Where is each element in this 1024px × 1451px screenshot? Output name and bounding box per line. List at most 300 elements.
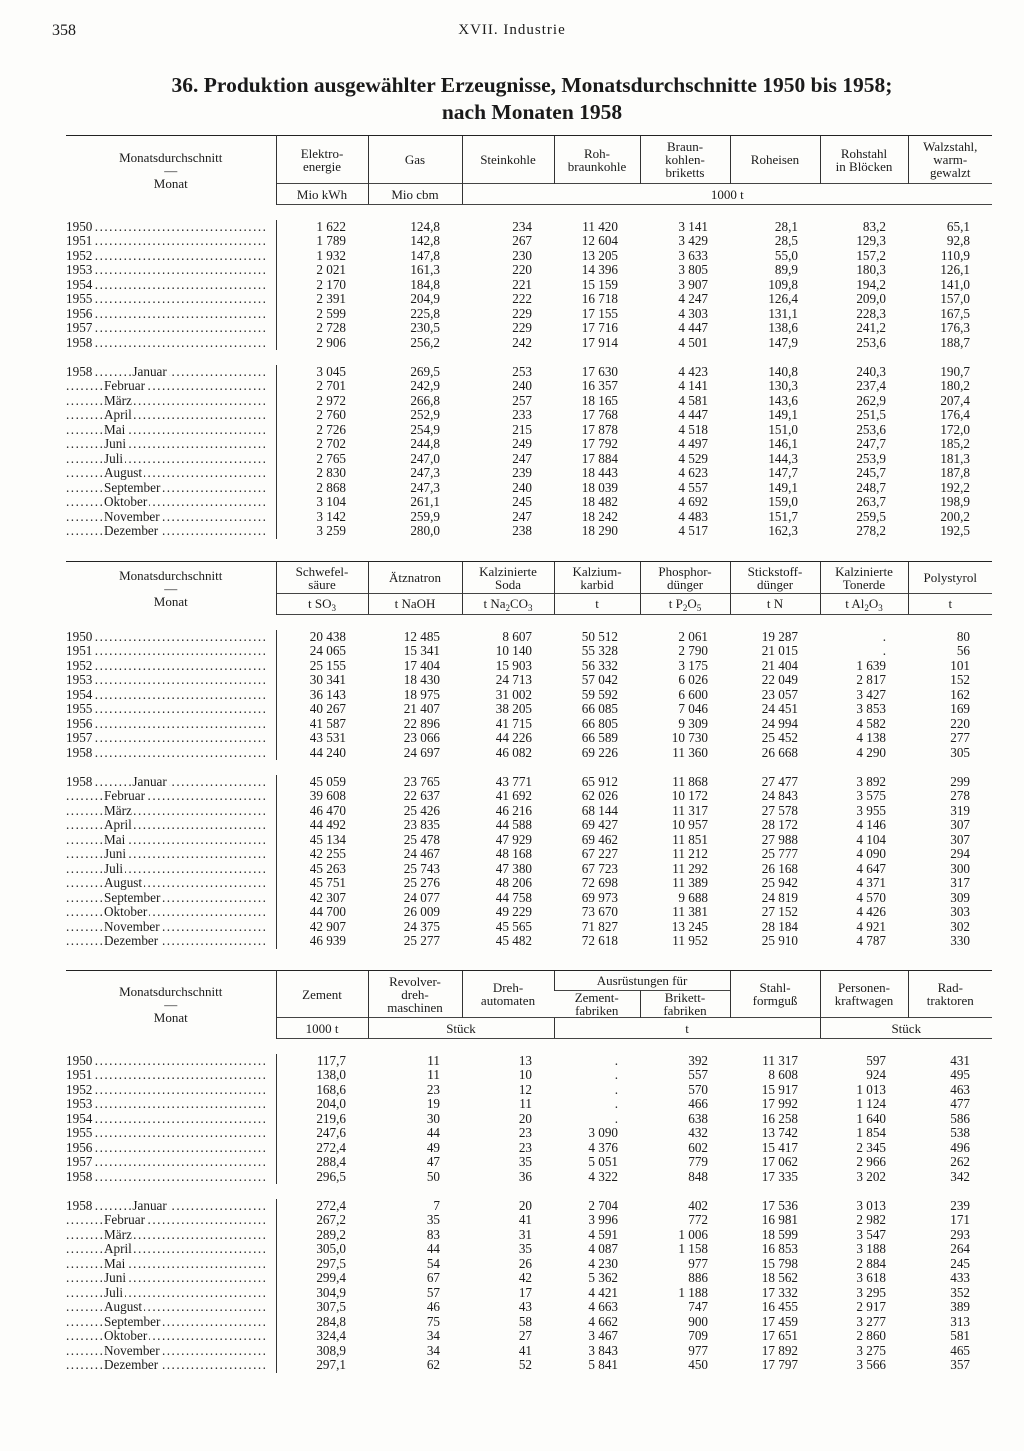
leader-dots — [66, 1228, 266, 1243]
value-cell: 261,1 — [410, 495, 440, 509]
value-cell: 10 172 — [671, 789, 708, 803]
value-cell: 117,7 — [316, 1053, 346, 1068]
value-cell: 30 341 — [309, 673, 346, 687]
value-cell: 17 651 — [761, 1329, 799, 1343]
value-cell: 129,3 — [856, 234, 886, 248]
unit-subscript: 5 — [696, 602, 702, 613]
value-cell: 24 077 — [403, 890, 440, 905]
table-row — [66, 804, 992, 819]
value-cell: 187,8 — [940, 466, 970, 480]
value-cell: 2 868 — [316, 480, 346, 495]
value-cell: 1 789 — [316, 234, 346, 248]
value-cell: 22 049 — [761, 673, 798, 687]
value-cell: 10 730 — [671, 731, 708, 745]
leader-dots — [66, 379, 266, 394]
value-cell: 146,1 — [768, 437, 798, 451]
leader-dots — [66, 688, 266, 703]
row-year: 1952 — [66, 658, 93, 673]
value-cell: 3 892 — [856, 774, 886, 789]
value-cell: 3 907 — [678, 277, 708, 292]
value-cell: 17 630 — [581, 364, 618, 379]
value-cell: 45 751 — [309, 876, 346, 890]
value-cell: 43 771 — [495, 774, 532, 789]
value-cell: 22 637 — [403, 789, 440, 803]
value-cell: 233 — [512, 408, 532, 422]
value-cell: 352 — [950, 1285, 971, 1300]
value-cell: 4 570 — [856, 890, 886, 905]
value-cell: 465 — [950, 1343, 971, 1358]
value-cell: 43 531 — [309, 731, 346, 745]
table-row — [66, 1242, 992, 1257]
leader-dots — [66, 862, 266, 877]
value-cell: 17 155 — [581, 306, 618, 321]
unit-cell — [730, 594, 820, 615]
value-cell: 39 608 — [309, 789, 346, 803]
leader-dots — [66, 1257, 266, 1272]
value-cell: 357 — [950, 1358, 971, 1372]
value-cell: 3 618 — [856, 1271, 887, 1285]
value-cell: 2 702 — [316, 437, 346, 451]
table-row — [66, 1329, 992, 1344]
value-cell: 2 391 — [316, 292, 346, 306]
value-cell: 1 158 — [678, 1242, 709, 1256]
unit-cell — [368, 594, 462, 615]
table-row — [66, 847, 992, 862]
value-cell: 71 827 — [581, 919, 618, 934]
value-cell: 28 172 — [761, 818, 798, 832]
value-cell: 45 059 — [309, 774, 346, 789]
value-cell: 247 — [512, 451, 532, 466]
row-label — [66, 495, 276, 510]
leader-dots — [66, 673, 266, 688]
value-cell: 169 — [950, 702, 970, 716]
value-cell: 17 332 — [761, 1285, 799, 1300]
row-year: 1956 — [66, 716, 93, 731]
table-row — [66, 717, 992, 732]
value-cell: 242 — [512, 335, 532, 350]
value-cell: 247,7 — [856, 437, 886, 451]
value-cell: 977 — [688, 1343, 709, 1358]
value-cell: 4 497 — [678, 437, 708, 451]
value-cell: 4 447 — [678, 408, 708, 422]
value-cell: 228,3 — [856, 306, 886, 321]
table-row — [66, 833, 992, 848]
value-cell: 15 341 — [403, 644, 440, 658]
value-cell: 247 — [512, 509, 532, 524]
leader-dots — [66, 423, 266, 438]
value-cell: 2 701 — [316, 379, 346, 393]
value-cell: 262 — [950, 1155, 971, 1169]
unit-text: t Al — [845, 595, 865, 611]
value-cell: 8 607 — [502, 629, 532, 644]
col-header: Schwefel- säure — [276, 562, 368, 594]
row-label — [66, 804, 276, 819]
value-cell: 16 258 — [761, 1111, 799, 1126]
leader-dots — [66, 292, 266, 307]
value-cell: . — [614, 1082, 618, 1097]
value-cell: 24 065 — [309, 644, 346, 658]
row-label — [66, 437, 276, 452]
value-cell: 4 692 — [678, 495, 708, 509]
value-cell: 56 332 — [581, 658, 618, 673]
value-cell: 263,7 — [856, 495, 886, 509]
value-cell: 21 015 — [761, 644, 798, 658]
value-cell: 4 371 — [856, 876, 886, 890]
value-cell: 27 988 — [761, 832, 798, 847]
value-cell: 240 — [512, 480, 532, 495]
value-cell: 402 — [688, 1198, 709, 1213]
row-year: 1954 — [66, 687, 93, 702]
value-cell: 18 039 — [581, 480, 618, 495]
col-header: Kalzinierte Soda — [462, 562, 554, 594]
value-cell: 172,0 — [940, 422, 970, 437]
value-cell: 538 — [950, 1126, 971, 1140]
leader-dots — [66, 1068, 266, 1083]
value-cell: . — [614, 1068, 618, 1082]
value-cell: 43 — [518, 1300, 532, 1314]
value-cell: 308,9 — [316, 1343, 346, 1358]
value-cell: 300 — [950, 861, 970, 876]
leader-dots — [66, 1344, 266, 1359]
value-cell: 7 046 — [678, 702, 708, 716]
value-cell: 247,3 — [410, 466, 440, 480]
value-cell: 278 — [950, 789, 970, 803]
value-cell: 209,0 — [856, 292, 886, 306]
row-label — [66, 1358, 276, 1373]
value-cell: 23 066 — [403, 731, 440, 745]
row-month: Mai — [104, 832, 126, 847]
row-month: Januar — [132, 1198, 167, 1213]
value-cell: 240 — [512, 379, 532, 393]
value-cell: 1 013 — [856, 1082, 887, 1097]
table-row — [66, 1054, 992, 1069]
value-cell: 101 — [950, 658, 970, 673]
col-header: Kalzium- karbid — [554, 562, 640, 594]
value-cell: 5 362 — [588, 1271, 618, 1285]
table-row — [66, 920, 992, 935]
row-year: 1953 — [66, 263, 93, 277]
leader-dots — [66, 731, 266, 746]
value-cell: 42 907 — [309, 919, 346, 934]
row-month: März — [104, 1227, 132, 1242]
value-cell: 709 — [688, 1329, 709, 1343]
value-cell: 221 — [512, 277, 532, 292]
row-year: 1958 — [66, 1169, 93, 1184]
spacer — [66, 205, 992, 220]
value-cell: 23 — [426, 1082, 440, 1097]
value-cell: 69 226 — [581, 745, 618, 760]
value-cell: 41 715 — [495, 716, 532, 731]
value-cell: 4 421 — [588, 1285, 618, 1300]
value-cell: 4 426 — [856, 905, 886, 919]
leader-dots — [66, 1329, 266, 1344]
value-cell: 24 819 — [761, 890, 798, 905]
value-cell: 3 805 — [678, 263, 708, 277]
table-row — [66, 510, 992, 525]
value-cell: 44 — [426, 1242, 440, 1256]
value-cell: 11 381 — [672, 905, 708, 919]
leader-dots — [66, 659, 266, 674]
leader-dots — [66, 408, 266, 423]
value-cell: 20 — [518, 1111, 532, 1126]
value-cell: 42 255 — [309, 847, 346, 861]
table-row — [66, 1097, 992, 1112]
value-cell: 72 618 — [581, 934, 618, 948]
value-cell: 2 884 — [856, 1256, 887, 1271]
value-cell: 47 — [426, 1155, 440, 1169]
value-cell: 277 — [950, 731, 970, 745]
value-cell: 18 430 — [403, 673, 440, 687]
table-row — [66, 1170, 992, 1185]
value-cell: 253,9 — [856, 451, 886, 466]
value-cell: 219,6 — [316, 1111, 346, 1126]
value-cell: 143,6 — [768, 393, 798, 408]
value-cell: 18 165 — [581, 393, 618, 408]
stub-header — [66, 136, 276, 205]
title-line-1: 36. Produktion ausgewählter Erzeugnisse, Monatsdurchschnitte 1950 bis 1958; — [171, 73, 893, 97]
unit-text: O — [868, 595, 879, 611]
value-cell: 307 — [950, 818, 970, 832]
stub-line-1: Monatsdurchschnitt — [119, 984, 223, 1000]
value-cell: 324,4 — [316, 1329, 346, 1343]
value-cell: 4 921 — [856, 919, 886, 934]
value-cell: 46 082 — [495, 745, 532, 760]
stub-line-3: Monat — [153, 175, 188, 191]
row-label — [66, 775, 276, 790]
spacer — [66, 760, 992, 775]
col-header: Rad- traktoren — [908, 971, 992, 1018]
stub-line-3: Monat — [153, 593, 188, 609]
row-label — [66, 263, 276, 278]
leader-dots — [66, 1097, 266, 1112]
table-row — [66, 437, 992, 452]
value-cell: 25 743 — [403, 861, 440, 876]
row-label — [66, 920, 276, 935]
value-cell: 83,2 — [862, 219, 886, 234]
value-cell: 225,8 — [410, 306, 440, 321]
value-cell: 152 — [950, 673, 970, 687]
value-cell: 19 287 — [761, 629, 798, 644]
row-month: Juli — [104, 861, 124, 876]
value-cell: 80 — [956, 629, 970, 644]
row-label — [66, 818, 276, 833]
value-cell: 11 360 — [672, 745, 708, 760]
value-cell: 23 057 — [761, 687, 798, 702]
row-year: 1952 — [66, 248, 93, 263]
value-cell: 25 426 — [403, 803, 440, 818]
spacer — [66, 1039, 992, 1054]
value-cell: 110,9 — [940, 248, 970, 263]
spacer-row — [66, 350, 992, 365]
value-cell: 18 599 — [761, 1227, 799, 1242]
value-cell: 1 639 — [856, 658, 886, 673]
row-month: Januar — [132, 364, 167, 379]
value-cell: 55,0 — [774, 248, 798, 263]
row-label — [66, 1213, 276, 1228]
value-cell: 3 633 — [678, 248, 708, 263]
leader-dots — [66, 481, 266, 496]
row-year: 1957 — [66, 731, 93, 745]
value-cell: 779 — [688, 1155, 709, 1169]
unit-cell: t — [554, 1018, 820, 1039]
value-cell: 247,3 — [410, 480, 440, 495]
row-label — [66, 1126, 276, 1141]
value-cell: 11 — [427, 1053, 440, 1068]
table-row — [66, 423, 992, 438]
value-cell: 16 357 — [581, 379, 618, 393]
row-month: Dezember — [104, 934, 159, 948]
leader-dots — [66, 891, 266, 906]
value-cell: 54 — [426, 1256, 440, 1271]
value-cell: 62 — [426, 1358, 440, 1372]
table-row — [66, 336, 992, 351]
value-cell: 151,7 — [768, 509, 798, 524]
value-cell: 41 — [518, 1343, 532, 1358]
leader-dots — [66, 524, 266, 539]
row-year: 1958 — [66, 745, 93, 760]
value-cell: 24 994 — [761, 716, 798, 731]
value-cell: 162,3 — [768, 524, 798, 538]
value-cell: 11 420 — [582, 219, 618, 234]
value-cell: 4 663 — [588, 1300, 618, 1314]
value-cell: 4 501 — [678, 335, 708, 350]
unit-cell — [276, 594, 368, 615]
value-cell: 11 — [519, 1097, 532, 1111]
row-month: Oktober — [104, 905, 148, 919]
row-month: August — [104, 466, 143, 480]
row-label — [66, 1112, 276, 1127]
table-row — [66, 495, 992, 510]
table-row — [66, 466, 992, 481]
leader-dots — [66, 934, 266, 949]
value-cell: 288,4 — [316, 1155, 346, 1169]
row-year: 1956 — [66, 1140, 93, 1155]
value-cell: 280,0 — [410, 524, 440, 538]
row-label — [66, 1242, 276, 1257]
leader-dots — [66, 1083, 266, 1098]
value-cell: 17 797 — [761, 1358, 799, 1372]
value-cell: 45 482 — [495, 934, 532, 948]
stub-line-2: — — [164, 580, 178, 596]
value-cell: 24 713 — [495, 673, 532, 687]
spacer-row — [66, 760, 992, 775]
value-cell: 24 467 — [403, 847, 440, 861]
value-cell: 17 792 — [581, 437, 618, 451]
leader-dots — [66, 1358, 266, 1373]
value-cell: 42 — [518, 1271, 532, 1285]
value-cell: 296,5 — [316, 1169, 346, 1184]
value-cell: 35 — [518, 1155, 532, 1169]
leader-dots — [66, 1126, 266, 1141]
value-cell: 15 903 — [495, 658, 532, 673]
col-group-header: Ausrüstungen für — [554, 971, 730, 991]
value-cell: 886 — [688, 1271, 709, 1285]
unit-subscript: 2 — [505, 602, 510, 613]
col-header: Braun- kohlen- briketts — [640, 136, 730, 184]
row-month: Juli — [104, 451, 124, 466]
value-cell: 149,1 — [768, 480, 798, 495]
value-cell: 18 443 — [581, 466, 618, 480]
value-cell: 252,9 — [410, 408, 440, 422]
value-cell: 450 — [688, 1358, 709, 1372]
value-cell: 17 768 — [581, 408, 618, 422]
col-header: Zement- fabriken — [554, 991, 640, 1018]
table-row — [66, 891, 992, 906]
value-cell: 41 587 — [309, 716, 346, 731]
table-row — [66, 1344, 992, 1359]
value-cell: 254,9 — [410, 422, 440, 437]
value-cell: 249 — [512, 437, 532, 451]
row-month: Februar — [104, 1213, 146, 1227]
value-cell: 299,4 — [316, 1271, 346, 1285]
running-head: XVII. Industrie — [458, 22, 566, 38]
value-cell: 157,2 — [856, 248, 886, 263]
value-cell: 5 841 — [588, 1358, 618, 1372]
row-year: 1954 — [66, 1111, 93, 1126]
value-cell: 215 — [512, 422, 532, 437]
value-cell: 3 202 — [856, 1169, 887, 1184]
col-header: Rohstahl in Blöcken — [820, 136, 908, 184]
value-cell: 36 143 — [309, 687, 346, 702]
row-label — [66, 394, 276, 409]
row-label — [66, 1344, 276, 1359]
value-cell: 190,7 — [940, 364, 970, 379]
value-cell: 45 134 — [309, 832, 346, 847]
unit-subscript: 3 — [331, 602, 336, 613]
table-row — [66, 1358, 992, 1373]
leader-dots — [66, 818, 266, 833]
value-cell: 3 575 — [856, 789, 886, 803]
row-month: August — [104, 876, 143, 890]
value-cell: 267 — [512, 234, 532, 248]
value-cell: 65 912 — [581, 774, 618, 789]
unit-cell: 1000 t — [462, 184, 992, 205]
table-row — [66, 249, 992, 264]
value-cell: 18 562 — [761, 1271, 799, 1285]
row-month: Juni — [104, 437, 126, 451]
title-line-2: nach Monaten 1958 — [441, 100, 623, 124]
row-label — [66, 876, 276, 891]
value-cell: 3 090 — [588, 1126, 618, 1140]
col-header: Brikett- fabriken — [640, 991, 730, 1018]
value-cell: 239 — [950, 1198, 971, 1213]
value-cell: 168,6 — [316, 1082, 346, 1097]
table-row — [66, 524, 992, 539]
value-cell: 477 — [950, 1097, 971, 1111]
value-cell: 2 982 — [856, 1213, 887, 1227]
leader-dots — [66, 1054, 266, 1069]
row-year: 1951 — [66, 644, 93, 658]
value-cell: 4 518 — [678, 422, 708, 437]
value-cell: 2 830 — [316, 466, 346, 480]
row-month: Mai — [104, 1256, 126, 1271]
value-cell: 69 427 — [581, 818, 618, 832]
row-month: September — [104, 480, 161, 495]
value-cell: 181,3 — [940, 451, 970, 466]
value-cell: 3 547 — [856, 1227, 887, 1242]
table-row — [66, 1228, 992, 1243]
unit-cell: Mio kWh — [276, 184, 368, 205]
value-cell: 159,0 — [768, 495, 798, 509]
col-header: Ätznatron — [368, 562, 462, 594]
table-row — [66, 307, 992, 322]
value-cell: 4 090 — [856, 847, 886, 861]
row-label — [66, 905, 276, 920]
row-month: Februar — [104, 789, 146, 803]
value-cell: 284,8 — [316, 1314, 346, 1329]
value-cell: 4 423 — [678, 364, 708, 379]
value-cell: 9 309 — [678, 716, 708, 731]
